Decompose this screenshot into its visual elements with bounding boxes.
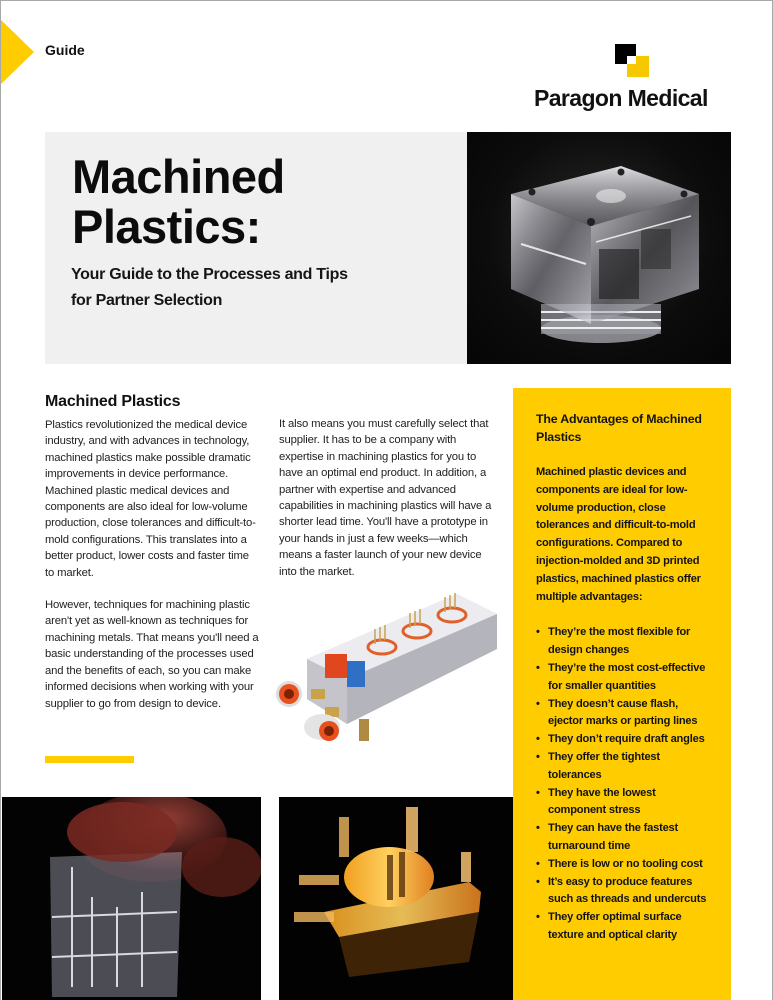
subtitle-line-2: for Partner Selection	[71, 292, 223, 309]
intro-column-2	[279, 416, 501, 580]
plastic-cube-illustration	[501, 154, 701, 344]
list-item: • They offer optimal surface texture and optical clarity	[536, 911, 682, 941]
page-subtitle	[71, 262, 348, 314]
intro-column-1	[45, 393, 260, 712]
bullet-icon: •	[536, 750, 540, 763]
section-title: Machined Plastics	[45, 393, 181, 410]
list-item: • There is low or no tooling cost	[536, 856, 709, 874]
list-item: • They can have the fastest turnaround time	[536, 822, 679, 852]
list-item: • They doesn’t cause flash, ejector marks or parting lines	[536, 697, 698, 728]
list-item: • They offer the tightest tolerances	[536, 750, 660, 781]
title-line-2: Plastics:	[72, 200, 261, 253]
bullet-icon: •	[536, 911, 540, 924]
title-line-1: Machined	[72, 150, 285, 203]
bullet-icon: •	[536, 697, 540, 710]
bullet-icon: •	[536, 626, 540, 639]
amber-component-illustration	[279, 797, 513, 1000]
sidebar-intro: Machined plastic devices and components are ideal for low-volume production, close tolerances and difficult-to-mold configurations. Compared to injection-molded and 3D printed plastics, machined plastics offer multiple advantages:	[536, 466, 701, 603]
body-paragraph-2: However, techniques for machining plastic aren't yet as well-known as techniques for machining metals. That means you'll need a basic understanding of the processes used and the benefits of each, so you can make informed decisions when working with your supplier to go from design to device.	[45, 599, 259, 710]
photo-clear-block-in-hand	[2, 797, 261, 1000]
paragon-medical-logo	[534, 44, 734, 114]
manifold-illustration	[267, 589, 507, 754]
guide-label: Guide	[45, 42, 85, 58]
yellow-divider	[45, 756, 134, 763]
list-item: • It’s easy to produce features such as threads and undercuts	[536, 875, 707, 906]
sidebar-title: The Advantages of Machined Plastics	[536, 412, 702, 444]
bullet-icon: •	[536, 786, 540, 799]
advantages-list	[536, 624, 709, 944]
logo-mark-icon	[615, 44, 649, 78]
guide-triangle-marker	[1, 20, 34, 84]
subtitle-line-1: Your Guide to the Processes and Tips	[71, 266, 348, 283]
bullet-icon: •	[536, 875, 540, 888]
page-title	[72, 152, 285, 252]
list-item: • They have the lowest component stress	[536, 786, 656, 817]
body-paragraph-3: It also means you must carefully select that supplier. It has to be a company with expertise in machining plastics for you to have an optimal end product. In addition, a partner with expertise and advanced capabilities in machining plastics will have a shorter lead time. You'll have a prototype in your hands in just a few weeks—which means a faster launch of your new device into the market.	[279, 418, 492, 578]
hero-image-plastic-cube	[467, 132, 731, 364]
list-item: • They’re the most flexible for design changes	[536, 626, 691, 657]
list-item: • They’re the most cost-effective for smaller quantities	[536, 661, 706, 692]
bullet-icon: •	[536, 822, 540, 835]
bullet-icon: •	[536, 733, 540, 746]
clear-block-illustration	[2, 797, 261, 1000]
hero-banner	[45, 132, 731, 364]
logo-text: Paragon Medical	[534, 85, 708, 111]
photo-amber-component	[279, 797, 513, 1000]
body-paragraph-1: Plastics revolutionized the medical device industry, and with advances in technology, machined plastics make possible dramatic improvements in device performance. Machined plastic medical devices and components are also ideal for low-volume production, close tolerances and difficult-to-mold configurations. This translates into a better product, lower costs and faster time to market.	[45, 419, 256, 579]
bullet-icon: •	[536, 857, 540, 870]
bullet-icon: •	[536, 661, 540, 674]
advantages-sidebar	[513, 388, 731, 1000]
list-item: • They don’t require draft angles	[536, 731, 709, 749]
manifold-image	[267, 589, 507, 754]
